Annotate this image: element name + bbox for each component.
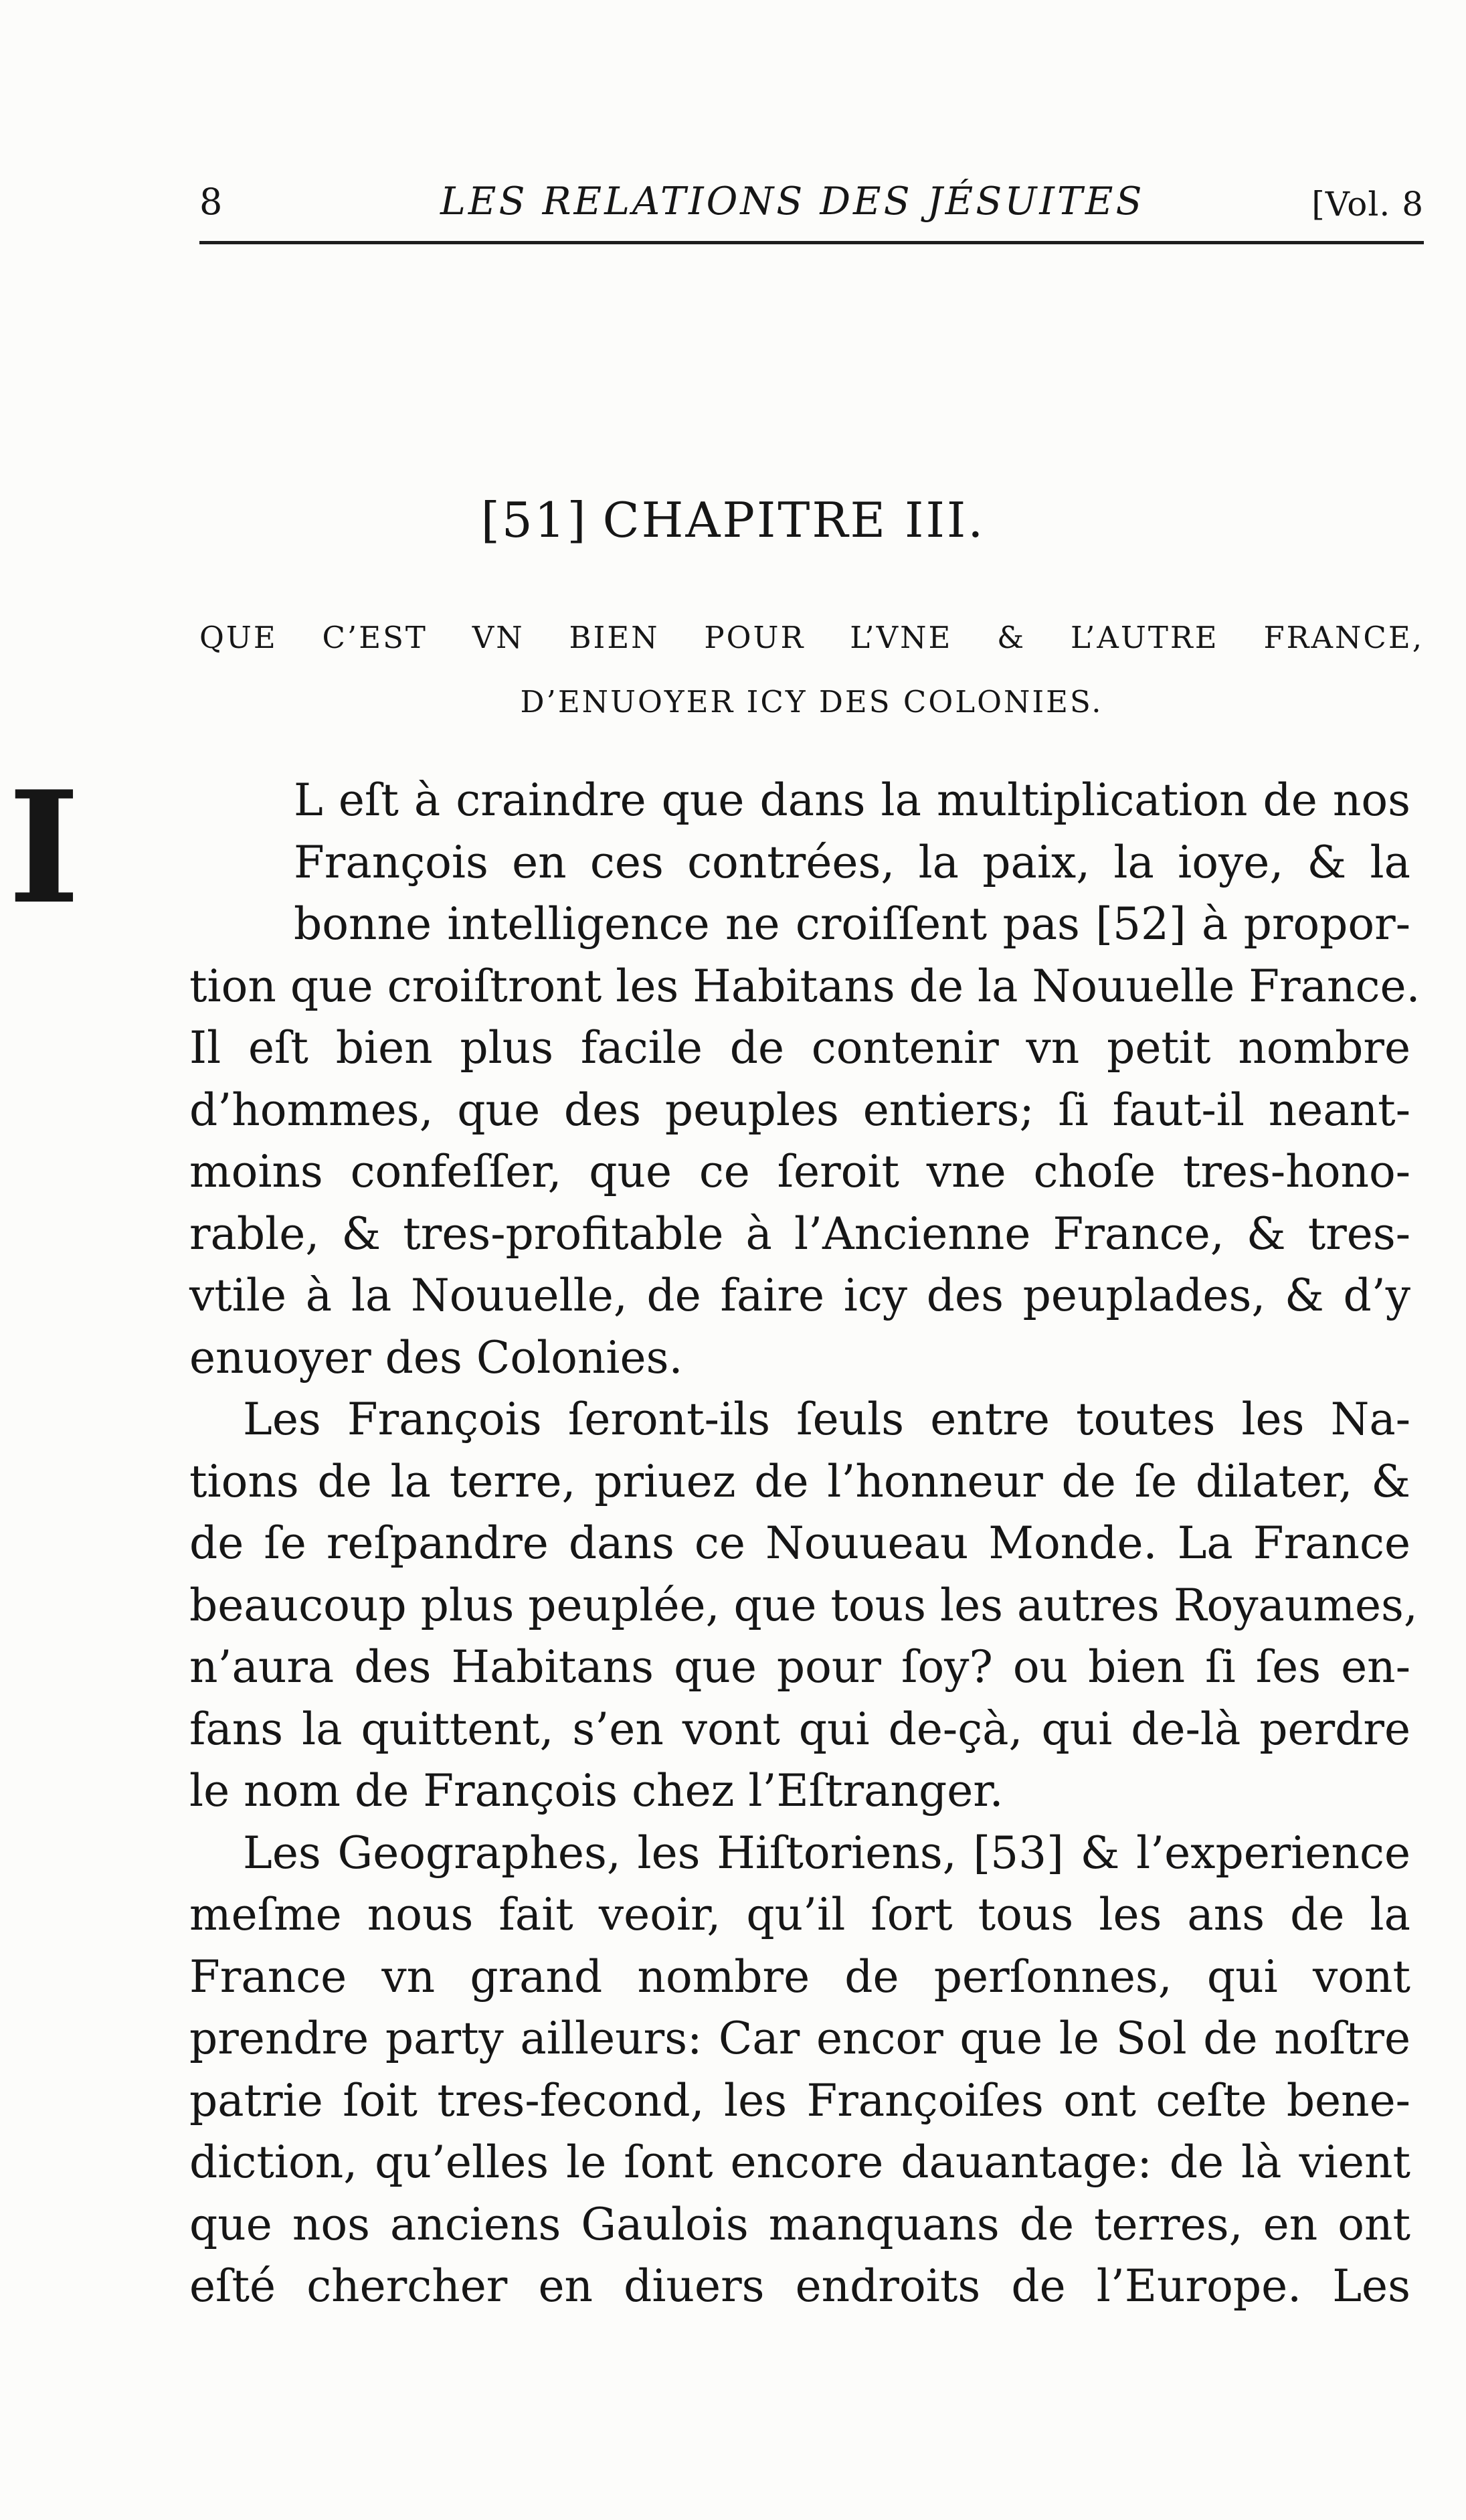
text-line: le nom de François chez l’Eſtranger. (189, 1765, 1004, 1817)
text-line: enuoyer des Colonies. (189, 1331, 683, 1383)
text-line: fans la quittent, s’en vont qui de-çà, qui de-là perdre (189, 1703, 1410, 1755)
text-line: d’hommes, que des peuples entiers; ſi faut-il neant- (189, 1084, 1410, 1136)
text-line: prendre party ailleurs: Car encor que le Sol de noſtre (189, 2013, 1410, 2064)
text-line: de ſe reſpandre dans ce Nouueau Monde. La France (189, 1517, 1410, 1569)
text-line: tions de la terre, priuez de l’honneur de ſe dilater, & (189, 1455, 1410, 1507)
text-line: patrie ſoit tres-fecond, les Françoiſes ont ceſte bene- (189, 2074, 1410, 2126)
text-line: France vn grand nombre de perſonnes, qui vont (189, 1950, 1410, 2003)
text-line: tion que croiſtront les Habitans de la Nouuelle France. (189, 960, 1421, 1012)
chapter-heading (0, 492, 1466, 548)
drop-cap: I (8, 758, 80, 938)
text-line: François en ces contrées, la paix, la ioye, & la (294, 836, 1410, 888)
header-rule (199, 241, 1424, 244)
chapter-subtitle-line-2: D’ENUOYER ICY DES COLONIES. (520, 684, 1103, 720)
running-header (199, 173, 1424, 233)
text-line: vtile à la Nouuelle, de faire icy des peuplades, & d’y (189, 1270, 1410, 1321)
text-line: meſme nous fait veoir, qu’il ſort tous les ans de la (189, 1889, 1410, 1940)
chapter-subtitle-line-1: QUE C’EST VN BIEN POUR L’VNE & L’AUTRE FRANCE, (199, 620, 1424, 655)
running-title: LES RELATIONS DES JÉSUITES (440, 179, 1145, 224)
volume-label: [Vol. 8 (1311, 185, 1424, 224)
text-line: que nos anciens Gaulois manquans de terres, en ont (189, 2198, 1410, 2250)
chapter-title: CHAPITRE III. (602, 492, 986, 548)
text-line: rable, & tres-profitable à l’Ancienne France, & tres- (189, 1207, 1410, 1260)
text-line: L eſt à craindre que dans la multiplication de nos (294, 774, 1410, 826)
text-line: moins confeſſer, que ce ſeroit vne choſe tres-hono- (189, 1146, 1410, 1197)
chapter-page-ref: [51] (480, 492, 588, 548)
chapter-subtitle (199, 606, 1424, 734)
text-line: eſté chercher en diuers endroits de l’Europe. Les (189, 2260, 1410, 2312)
text-line: beaucoup plus peuplée, que tous les autres Royaumes, (189, 1579, 1418, 1631)
text-line: diction, qu’elles le ſont encore dauantage: de là vient (189, 2136, 1410, 2188)
text-line: Les François ſeront-ils ſeuls entre toutes les Na- (243, 1394, 1410, 1445)
body-text (189, 770, 1421, 2318)
page-number: 8 (199, 181, 223, 223)
text-line: Les Geographes, les Hiſtoriens, [53] & l’experience (243, 1827, 1410, 1879)
text-line: bonne intelligence ne croiſſent pas [52] à propor- (294, 898, 1410, 950)
text-line: Il eſt bien plus facile de contenir vn petit nombre (189, 1022, 1410, 1074)
text-line: n’aura des Habitans que pour ſoy? ou bien ſi ſes en- (189, 1641, 1410, 1693)
